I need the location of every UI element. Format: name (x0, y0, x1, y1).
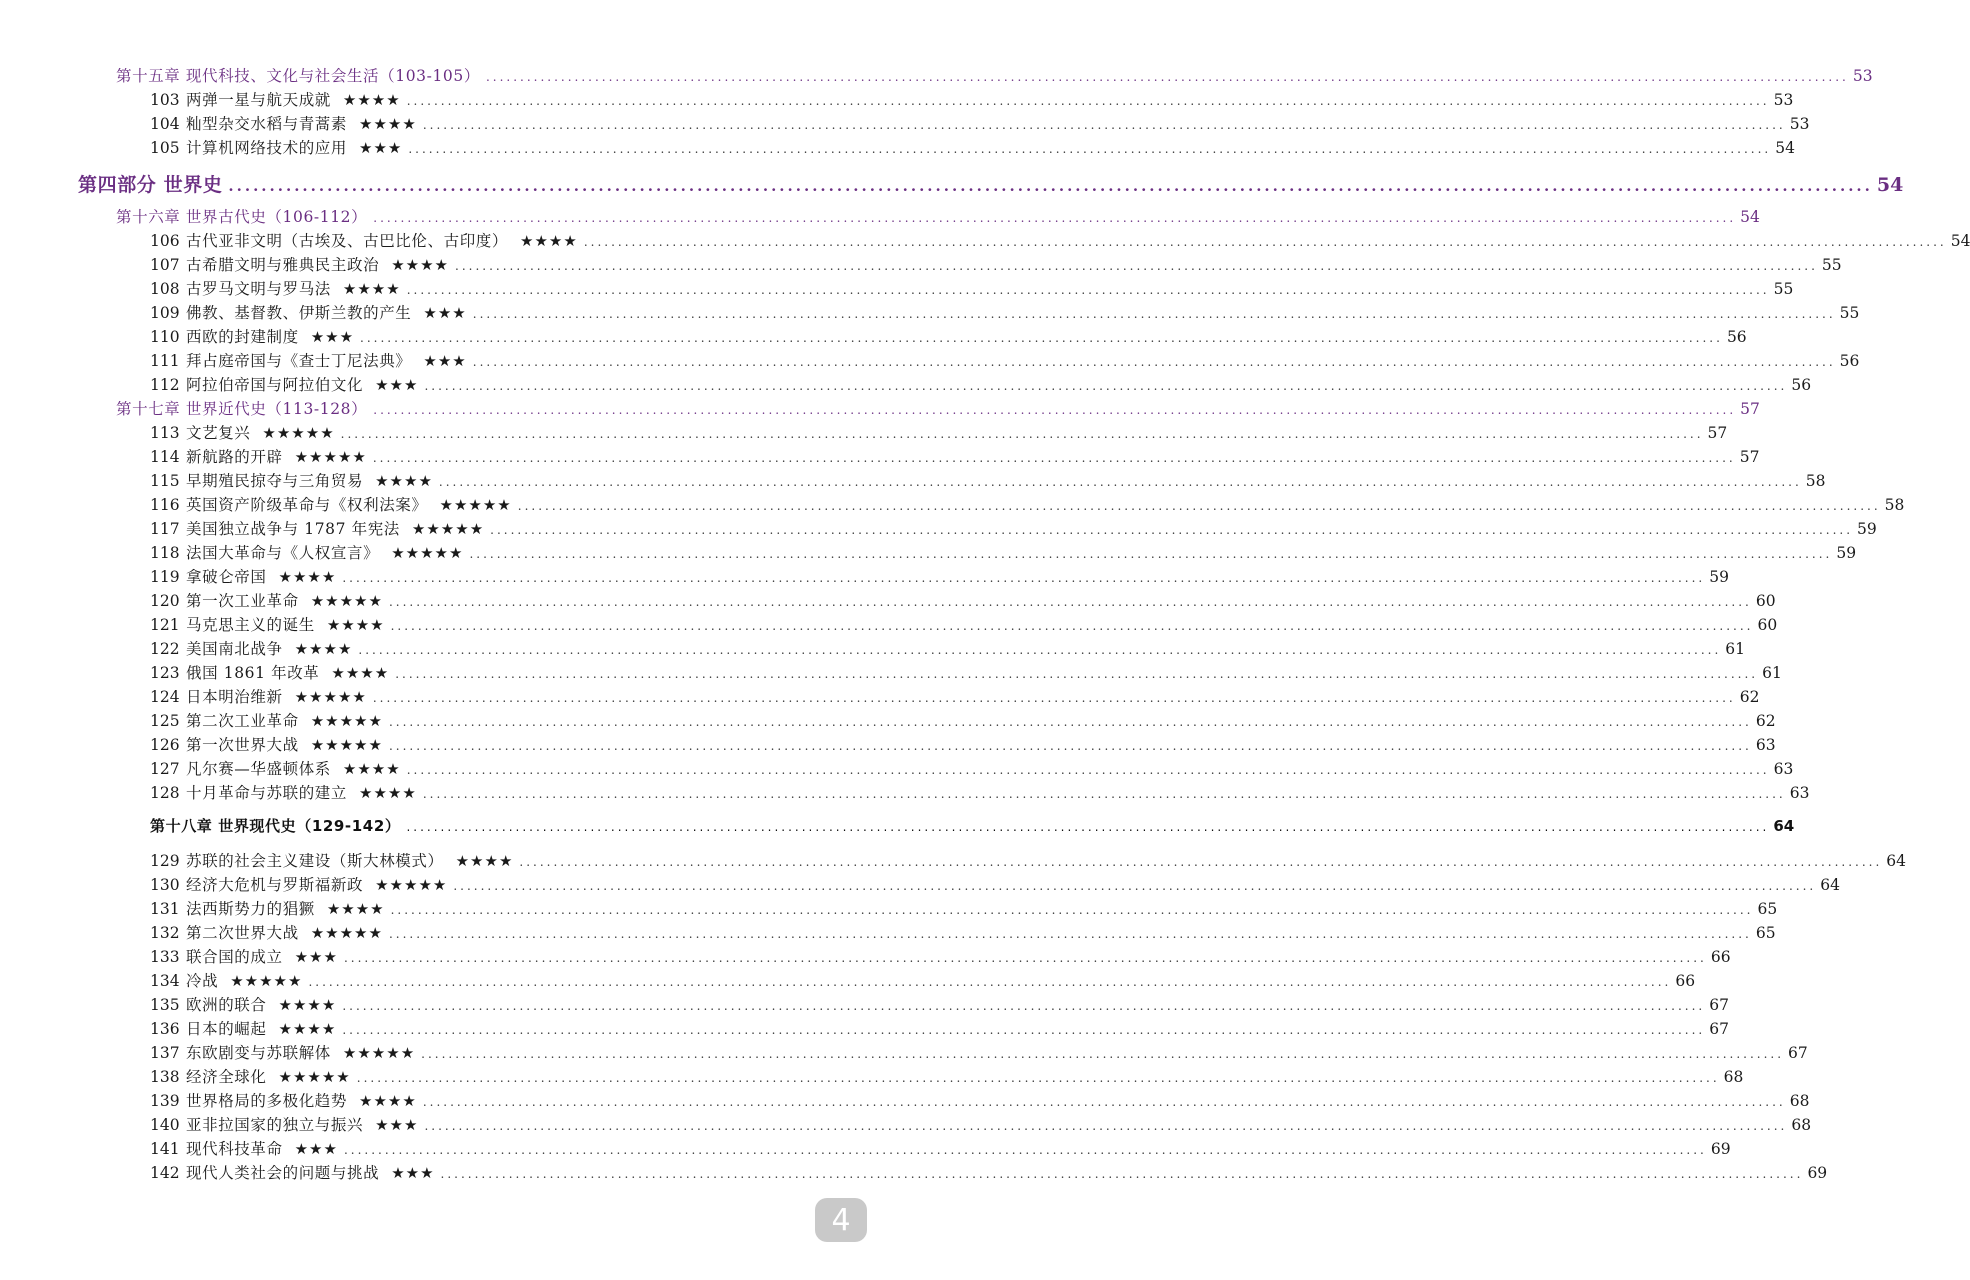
page-number: 62 (1739, 688, 1760, 706)
importance-stars: ★★★★ (359, 1092, 417, 1110)
entry-title: 美国南北战争 (186, 640, 283, 658)
dot-leader: ........................................................................................................................................................................................................ (342, 999, 1706, 1013)
entry-title: 美国独立战争与 1787 年宪法 (186, 520, 400, 538)
page-number: 54 (1950, 232, 1970, 250)
toc-entry[interactable] (150, 137, 1795, 160)
toc-entry[interactable] (150, 1138, 1731, 1161)
dot-leader: ........................................................................................................................................................................................................ (372, 691, 1736, 705)
page-number: 53 (1852, 67, 1873, 85)
entry-title: 第二次工业革命 (186, 712, 299, 730)
entry-number: 135 (150, 996, 180, 1014)
page-number: 64 (1886, 852, 1907, 870)
dot-leader: ........................................................................................................................................................................................................ (388, 927, 1752, 941)
importance-stars: ★★★★★ (375, 876, 448, 894)
importance-stars: ★★★★ (326, 900, 385, 918)
page-number: 53 (1773, 91, 1794, 109)
toc-part[interactable] (78, 171, 1904, 200)
entry-title: 东欧剧变与苏联解体 (186, 1044, 331, 1062)
entry-number: 125 (150, 712, 180, 730)
toc-entry[interactable] (150, 782, 1810, 805)
entry-title: 冷战 (186, 972, 219, 990)
entry-title: 十月革命与苏联的建立 (186, 784, 348, 802)
page-number: 65 (1755, 924, 1776, 942)
toc-entry[interactable] (150, 254, 1842, 277)
dot-leader: ........................................................................................................................................................................................................ (422, 787, 1786, 801)
toc-entry[interactable] (150, 278, 1794, 301)
entry-number: 140 (150, 1116, 180, 1134)
toc-chapter[interactable] (150, 815, 1795, 838)
importance-stars: ★★★★ (278, 996, 337, 1014)
importance-stars: ★★★★ (455, 852, 514, 870)
toc-entry[interactable] (150, 470, 1826, 493)
dot-leader: ........................................................................................................................................................................................................ (388, 715, 1752, 729)
entry-title: 佛教、基督教、伊斯兰教的产生 (186, 304, 412, 322)
toc-entry[interactable] (150, 710, 1776, 733)
toc-entry[interactable] (150, 1114, 1812, 1137)
importance-stars: ★★★ (310, 328, 355, 346)
entry-title: 凡尔赛—华盛顿体系 (186, 760, 331, 778)
toc-entry[interactable] (150, 542, 1857, 565)
dot-leader: ........................................................................................................................................................................................................ (308, 975, 1672, 989)
importance-stars: ★★★★ (331, 664, 390, 682)
toc-entry[interactable] (150, 638, 1746, 661)
entry-number: 137 (150, 1044, 180, 1062)
dot-leader: ........................................................................................................................................................................................................ (388, 739, 1752, 753)
entry-title: 日本明治维新 (186, 688, 283, 706)
importance-stars: ★★★★★ (342, 1044, 416, 1062)
toc-entry[interactable] (150, 850, 1907, 873)
importance-stars: ★★★★★ (230, 972, 303, 990)
dot-leader: ........................................................................................................................................................................................................ (388, 595, 1752, 609)
dot-leader: ........................................................................................................................................................................................................ (228, 177, 1873, 195)
dot-leader: ........................................................................................................................................................................................................ (472, 307, 1836, 321)
dot-leader: ........................................................................................................................................................................................................ (342, 1023, 1706, 1037)
toc-entry[interactable] (150, 1042, 1808, 1065)
entry-number: 138 (150, 1068, 180, 1086)
entry-title: 世界格局的多极化趋势 (186, 1092, 348, 1110)
page-number: 64 (1773, 817, 1795, 835)
page-number: 59 (1857, 520, 1877, 538)
importance-stars: ★★★★★ (278, 1068, 351, 1086)
entry-title: 第十六章 世界古代史（106-112） (116, 208, 368, 226)
dot-leader: ........................................................................................................................................................................................................ (340, 427, 1704, 441)
entry-title: 两弹一星与航天成就 (186, 91, 331, 109)
page-number: 60 (1757, 616, 1778, 634)
dot-leader: ........................................................................................................................................................................................................ (390, 903, 1754, 917)
page-number: 57 (1739, 448, 1760, 466)
dot-leader: ........................................................................................................................................................................................................ (583, 235, 1947, 249)
entry-number: 141 (150, 1140, 180, 1158)
entry-number: 110 (150, 328, 180, 346)
dot-leader: ........................................................................................................................................................................................................ (440, 1167, 1804, 1181)
dot-leader: ........................................................................................................................................................................................................ (373, 403, 1737, 417)
page-number: 54 (1775, 139, 1795, 157)
dot-leader: ........................................................................................................................................................................................................ (490, 523, 1854, 537)
toc-entry[interactable] (150, 922, 1776, 945)
entry-title: 法国大革命与《人权宣言》 (186, 544, 380, 562)
page-number: 55 (1821, 256, 1842, 274)
entry-title: 古代亚非文明（古埃及、古巴比伦、古印度） (186, 232, 509, 250)
dot-leader: ........................................................................................................................................................................................................ (406, 763, 1770, 777)
entry-number: 124 (150, 688, 180, 706)
importance-stars: ★★★ (423, 352, 467, 370)
page-number: 57 (1707, 424, 1728, 442)
importance-stars: ★★★★★ (262, 424, 335, 442)
entry-title: 第四部分 世界史 (78, 174, 223, 196)
dot-leader: ........................................................................................................................................................................................................ (395, 667, 1759, 681)
importance-stars: ★★★★★ (310, 924, 383, 942)
toc-entry[interactable] (150, 898, 1778, 921)
toc-chapter[interactable] (116, 65, 1873, 88)
page-number: 64 (1820, 876, 1840, 894)
importance-stars: ★★★★★ (310, 592, 383, 610)
entry-title: 拿破仑帝国 (186, 568, 267, 586)
toc-entry[interactable] (150, 590, 1776, 613)
entry-title: 第十七章 世界近代史（113-128） (116, 400, 368, 418)
entry-title: 西欧的封建制度 (186, 328, 299, 346)
toc-entry[interactable] (150, 446, 1760, 469)
toc-entry[interactable] (150, 662, 1782, 685)
toc-entry[interactable] (150, 758, 1794, 781)
entry-title: 文艺复兴 (186, 424, 251, 442)
page-number: 59 (1709, 568, 1729, 586)
page-number: 66 (1710, 948, 1731, 966)
toc-entry[interactable] (150, 1066, 1744, 1089)
page-number: 60 (1755, 592, 1776, 610)
toc-entry[interactable] (150, 734, 1776, 757)
entry-number: 106 (150, 232, 180, 250)
toc-entry[interactable] (150, 566, 1729, 589)
dot-leader: ........................................................................................................................................................................................................ (356, 1071, 1720, 1085)
entry-number: 114 (150, 448, 180, 466)
page-number: 68 (1791, 1116, 1812, 1134)
importance-stars: ★★★ (359, 139, 403, 157)
importance-stars: ★★★★ (391, 256, 449, 274)
entry-title: 英国资产阶级革命与《权利法案》 (186, 496, 428, 514)
dot-leader: ........................................................................................................................................................................................................ (343, 1143, 1707, 1157)
toc-entry[interactable] (150, 994, 1729, 1017)
page-number: 66 (1675, 972, 1696, 990)
importance-stars: ★★★ (391, 1164, 435, 1182)
entry-number: 131 (150, 900, 180, 918)
dot-leader: ........................................................................................................................................................................................................ (455, 259, 1818, 273)
entry-number: 105 (150, 139, 180, 157)
entry-number: 126 (150, 736, 180, 754)
entry-number: 113 (150, 424, 180, 442)
toc-entry[interactable] (150, 946, 1731, 969)
importance-stars: ★★★★★ (439, 496, 512, 514)
toc-entry[interactable] (150, 1090, 1810, 1113)
entry-title: 第一次世界大战 (186, 736, 299, 754)
entry-title: 古希腊文明与雅典民主政治 (186, 256, 380, 274)
entry-title: 欧洲的联合 (186, 996, 267, 1014)
importance-stars: ★★★★ (326, 616, 385, 634)
dot-leader: ........................................................................................................................................................................................................ (390, 619, 1754, 633)
entry-number: 107 (150, 256, 180, 274)
entry-number: 123 (150, 664, 180, 682)
page-number: 63 (1789, 784, 1810, 802)
importance-stars: ★★★★★ (310, 736, 383, 754)
entry-number: 109 (150, 304, 180, 322)
page-number: 56 (1839, 352, 1860, 370)
dot-leader: ........................................................................................................................................................................................................ (438, 475, 1802, 489)
dot-leader: ........................................................................................................................................................................................................ (519, 855, 1883, 869)
importance-stars: ★★★ (423, 304, 467, 322)
dot-leader: ........................................................................................................................................................................................................ (517, 499, 1881, 513)
dot-leader: ........................................................................................................................................................................................................ (421, 1047, 1785, 1061)
entry-title: 现代人类社会的问题与挑战 (186, 1164, 380, 1182)
dot-leader: ........................................................................................................................................................................................................ (422, 1095, 1786, 1109)
entry-title: 第十五章 现代科技、文化与社会生活（103-105） (116, 67, 480, 85)
entry-title: 籼型杂交水稻与青蒿素 (186, 115, 348, 133)
dot-leader: ........................................................................................................................................................................................................ (422, 118, 1786, 132)
page-number: 57 (1740, 400, 1760, 418)
toc-chapter[interactable] (116, 206, 1760, 229)
importance-stars: ★★★ (375, 1116, 419, 1134)
entry-title: 第二次世界大战 (186, 924, 299, 942)
toc-entry[interactable] (150, 494, 1905, 517)
entry-title: 第一次工业革命 (186, 592, 299, 610)
entry-title: 第十八章 世界现代史（129-142） (150, 817, 401, 835)
dot-leader: ........................................................................................................................................................................................................ (360, 331, 1723, 345)
entry-number: 112 (150, 376, 180, 394)
importance-stars: ★★★★★ (294, 448, 367, 466)
entry-title: 经济全球化 (186, 1068, 267, 1086)
importance-stars: ★★★★ (342, 760, 401, 778)
importance-stars: ★★★★ (359, 784, 417, 802)
entry-title: 苏联的社会主义建设（斯大林模式） (186, 852, 444, 870)
toc-entry[interactable] (150, 422, 1728, 445)
importance-stars: ★★★★★ (411, 520, 485, 538)
dot-leader: ........................................................................................................................................................................................................ (406, 283, 1770, 297)
page-number: 63 (1755, 736, 1776, 754)
entry-number: 139 (150, 1092, 180, 1110)
entry-number: 119 (150, 568, 180, 586)
entry-number: 117 (150, 520, 180, 538)
dot-leader: ........................................................................................................................................................................................................ (373, 211, 1737, 225)
toc-entry[interactable] (150, 1018, 1729, 1041)
page-number: 54 (1740, 208, 1760, 226)
toc-entry[interactable] (150, 326, 1747, 349)
entry-number: 127 (150, 760, 180, 778)
page-number: 69 (1807, 1164, 1828, 1182)
entry-number: 142 (150, 1164, 180, 1182)
importance-stars: ★★★★ (278, 568, 337, 586)
dot-leader: ........................................................................................................................................................................................................ (469, 547, 1833, 561)
toc-entry[interactable] (150, 686, 1760, 709)
page-number: 61 (1725, 640, 1746, 658)
entry-title: 日本的崛起 (186, 1020, 267, 1038)
dot-leader: ........................................................................................................................................................................................................ (408, 142, 1772, 156)
entry-number: 136 (150, 1020, 180, 1038)
importance-stars: ★★★★★ (310, 712, 383, 730)
entry-number: 122 (150, 640, 180, 658)
page-number: 61 (1762, 664, 1782, 682)
page-number: 54 (1876, 174, 1904, 196)
dot-leader: ........................................................................................................................................................................................................ (453, 879, 1817, 893)
page-number: 63 (1773, 760, 1794, 778)
entry-title: 俄国 1861 年改革 (186, 664, 320, 682)
importance-stars: ★★★★ (294, 640, 353, 658)
page-number: 68 (1723, 1068, 1744, 1086)
page-number-badge: 4 (815, 1198, 867, 1242)
dot-leader: ........................................................................................................................................................................................................ (406, 820, 1770, 834)
entry-title: 阿拉伯帝国与阿拉伯文化 (186, 376, 364, 394)
entry-title: 现代科技革命 (186, 1140, 283, 1158)
dot-leader: ........................................................................................................................................................................................................ (372, 451, 1736, 465)
dot-leader: ........................................................................................................................................................................................................ (358, 643, 1722, 657)
importance-stars: ★★★★ (359, 115, 417, 133)
entry-number: 129 (150, 852, 180, 870)
entry-title: 计算机网络技术的应用 (186, 139, 348, 157)
page-number: 53 (1789, 115, 1810, 133)
dot-leader: ........................................................................................................................................................................................................ (406, 94, 1770, 108)
entry-number: 130 (150, 876, 180, 894)
importance-stars: ★★★★ (375, 472, 433, 490)
entry-title: 新航路的开辟 (186, 448, 283, 466)
entry-number: 132 (150, 924, 180, 942)
page-number: 58 (1805, 472, 1826, 490)
entry-number: 133 (150, 948, 180, 966)
page-number: 58 (1884, 496, 1905, 514)
entry-number: 116 (150, 496, 180, 514)
toc-entry[interactable] (150, 518, 1877, 541)
page-number: 55 (1773, 280, 1794, 298)
entry-title: 早期殖民掠夺与三角贸易 (186, 472, 364, 490)
entry-title: 马克思主义的诞生 (186, 616, 315, 634)
dot-leader: ........................................................................................................................................................................................................ (424, 379, 1788, 393)
entry-number: 134 (150, 972, 180, 990)
importance-stars: ★★★★★ (391, 544, 464, 562)
page-number: 55 (1839, 304, 1860, 322)
entry-number: 103 (150, 91, 180, 109)
importance-stars: ★★★★ (278, 1020, 337, 1038)
importance-stars: ★★★★ (520, 232, 578, 250)
entry-number: 128 (150, 784, 180, 802)
page-number: 68 (1789, 1092, 1810, 1110)
toc-entry[interactable] (150, 89, 1794, 112)
toc-entry[interactable] (150, 113, 1810, 136)
dot-leader: ........................................................................................................................................................................................................ (472, 355, 1836, 369)
toc-entry[interactable] (150, 1162, 1828, 1185)
toc-entry[interactable] (150, 970, 1696, 993)
entry-number: 118 (150, 544, 180, 562)
entry-title: 古罗马文明与罗马法 (186, 280, 331, 298)
page-number: 56 (1791, 376, 1812, 394)
importance-stars: ★★★★ (342, 280, 401, 298)
dot-leader: ........................................................................................................................................................................................................ (485, 70, 1849, 84)
importance-stars: ★★★ (294, 1140, 338, 1158)
entry-number: 115 (150, 472, 180, 490)
entry-number: 120 (150, 592, 180, 610)
page-number: 67 (1709, 996, 1729, 1014)
page-number: 67 (1788, 1044, 1808, 1062)
toc-entry[interactable] (150, 374, 1812, 397)
toc-entry[interactable] (150, 230, 1970, 253)
importance-stars: ★★★ (294, 948, 338, 966)
toc-entry[interactable] (150, 350, 1860, 373)
toc-entry[interactable] (150, 614, 1778, 637)
entry-title: 亚非拉国家的独立与振兴 (186, 1116, 364, 1134)
toc-entry[interactable] (150, 874, 1840, 897)
entry-title: 联合国的成立 (186, 948, 283, 966)
page-number: 65 (1757, 900, 1778, 918)
page-number: 67 (1709, 1020, 1729, 1038)
entry-number: 104 (150, 115, 180, 133)
dot-leader: ........................................................................................................................................................................................................ (342, 571, 1706, 585)
importance-stars: ★★★★★ (294, 688, 367, 706)
page-number: 56 (1726, 328, 1747, 346)
importance-stars: ★★★ (375, 376, 419, 394)
entry-title: 经济大危机与罗斯福新政 (186, 876, 364, 894)
dot-leader: ........................................................................................................................................................................................................ (424, 1119, 1788, 1133)
toc-entry[interactable] (150, 302, 1860, 325)
entry-number: 108 (150, 280, 180, 298)
entry-number: 121 (150, 616, 180, 634)
entry-title: 拜占庭帝国与《查士丁尼法典》 (186, 352, 412, 370)
page-number: 62 (1755, 712, 1776, 730)
dot-leader: ........................................................................................................................................................................................................ (343, 951, 1707, 965)
toc-chapter[interactable] (116, 398, 1760, 421)
entry-title: 法西斯势力的猖獗 (186, 900, 315, 918)
importance-stars: ★★★★ (342, 91, 401, 109)
page-number: 69 (1710, 1140, 1731, 1158)
entry-number: 111 (150, 352, 180, 370)
page-number: 59 (1836, 544, 1857, 562)
